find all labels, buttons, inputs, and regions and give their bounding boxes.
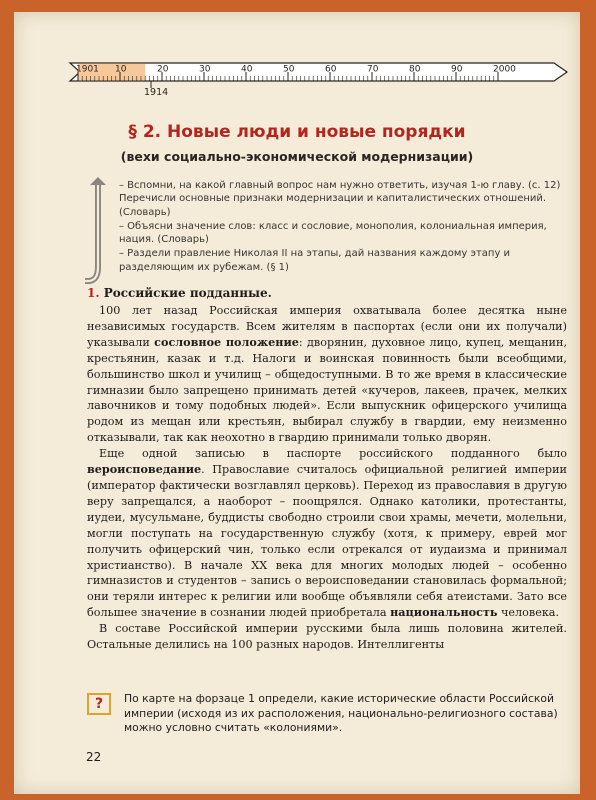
- section-title-text: Российские подданные.: [103, 286, 272, 300]
- review-questions: [119, 179, 569, 274]
- review-question: – Вспомни, на какой главный вопрос нам нужно ответить, изучая 1-ю главу. (с. 12) Перечисли основные признаки модернизации и капиталистических отношений. (Словарь): [119, 180, 561, 218]
- timeline-tick-label: 1901: [76, 64, 99, 75]
- review-question: – Объясни значение слов: класс и сословие, монополия, колониальная империя, нация. (Словарь): [119, 220, 547, 246]
- textbook-page: [14, 12, 580, 794]
- section-number: 1.: [87, 286, 100, 300]
- key-term: национальность: [390, 605, 498, 620]
- section-heading: [87, 286, 272, 300]
- timeline-tick-label: 30: [199, 64, 211, 75]
- question-hook-icon: [84, 177, 110, 287]
- timeline-marker-label: 1914: [144, 87, 169, 96]
- task-text: По карте на форзаце 1 определи, какие исторические области Российской империи (исходя из их расположения, национально-религиозного состава) можно условно считать «колониями».: [124, 692, 558, 735]
- main-text: [87, 303, 567, 653]
- question-mark-icon: ?: [87, 693, 111, 715]
- timeline-tick-label: 10: [115, 64, 127, 75]
- timeline-tick-label: 90: [451, 64, 463, 75]
- timeline-tick-label: 40: [241, 64, 253, 75]
- paragraph-text: 100 лет назад Российская империя охватывала более десятка ныне независимых государств. Всем жителям в паспортах (если они их получали) указывали: [87, 304, 567, 349]
- key-term: сословное положение: [154, 334, 299, 349]
- paragraph-text: В составе Российской империи русскими была лишь половина жителей. Остальные делились на 100 разных народов. Интеллигенты: [87, 622, 567, 652]
- page-subtitle: (вехи социально-экономической модернизации): [120, 149, 474, 164]
- key-term: вероисповедание: [87, 462, 202, 477]
- timeline-tick-label: 60: [325, 64, 337, 75]
- paragraph: [87, 446, 567, 621]
- page-title: § 2. Новые люди и новые порядки: [128, 122, 466, 142]
- review-question: – Раздели правление Николая II на этапы, дай названия каждому этапу и разделяющим их рубежам. (§ 1): [119, 248, 511, 273]
- timeline-tick-label: 2000: [493, 64, 516, 75]
- timeline-svg: [64, 60, 574, 96]
- paragraph: [87, 303, 567, 446]
- timeline-tick-label: 70: [367, 64, 379, 75]
- paragraph: [87, 621, 567, 653]
- paragraph-text: : дворянин, духовное лицо, купец, мещанин, крестьянин, казак и т.д. Налоги и воинская повинность были всеобщими, большинство школ и училищ – общедоступными. В то же время в классические гимназии было запрещено принимать детей «кучеров, лакеев, прачек, мелких лавочников и тому подобных людей». Если выпускник офицерского училища родом из мещан или крестьян, выбирал службу в гвардии, ему неизменно отказывали, так как неохотно в гвардию принимали только дворян.: [87, 335, 568, 445]
- paragraph-text: человека.: [497, 606, 560, 620]
- timeline-tick-label: 50: [283, 64, 295, 75]
- timeline-tick-label: 20: [157, 64, 169, 75]
- page-number: 22: [86, 750, 102, 764]
- timeline-ruler: [64, 60, 574, 96]
- timeline-tick-label: 80: [409, 64, 421, 75]
- paragraph-text: Еще одной записью в паспорте российского подданного было: [99, 447, 567, 461]
- paragraph-text: . Православие считалось официальной религией империи (император фактически возглавлял церковь). Переход из православия в другую веру запрещался, а наоборот – поощрялся. Однако католики, протестанты, иудеи, мусульмане, буддисты свободно строили свои храмы, мечети, молельни, могли поступать на государственную службу (хотя, к примеру, еврей мог получить офицерский чин, только если отрекался от иудаизма и принимал христианство). В начале XX века для многих молодых людей – особенно гимназистов и студентов – запись о вероисповедании становилась формальной; они теряли интерес к религии или вообще объявляли себя атеистами. Зато все большее значение в сознании людей приобретала: [87, 463, 567, 620]
